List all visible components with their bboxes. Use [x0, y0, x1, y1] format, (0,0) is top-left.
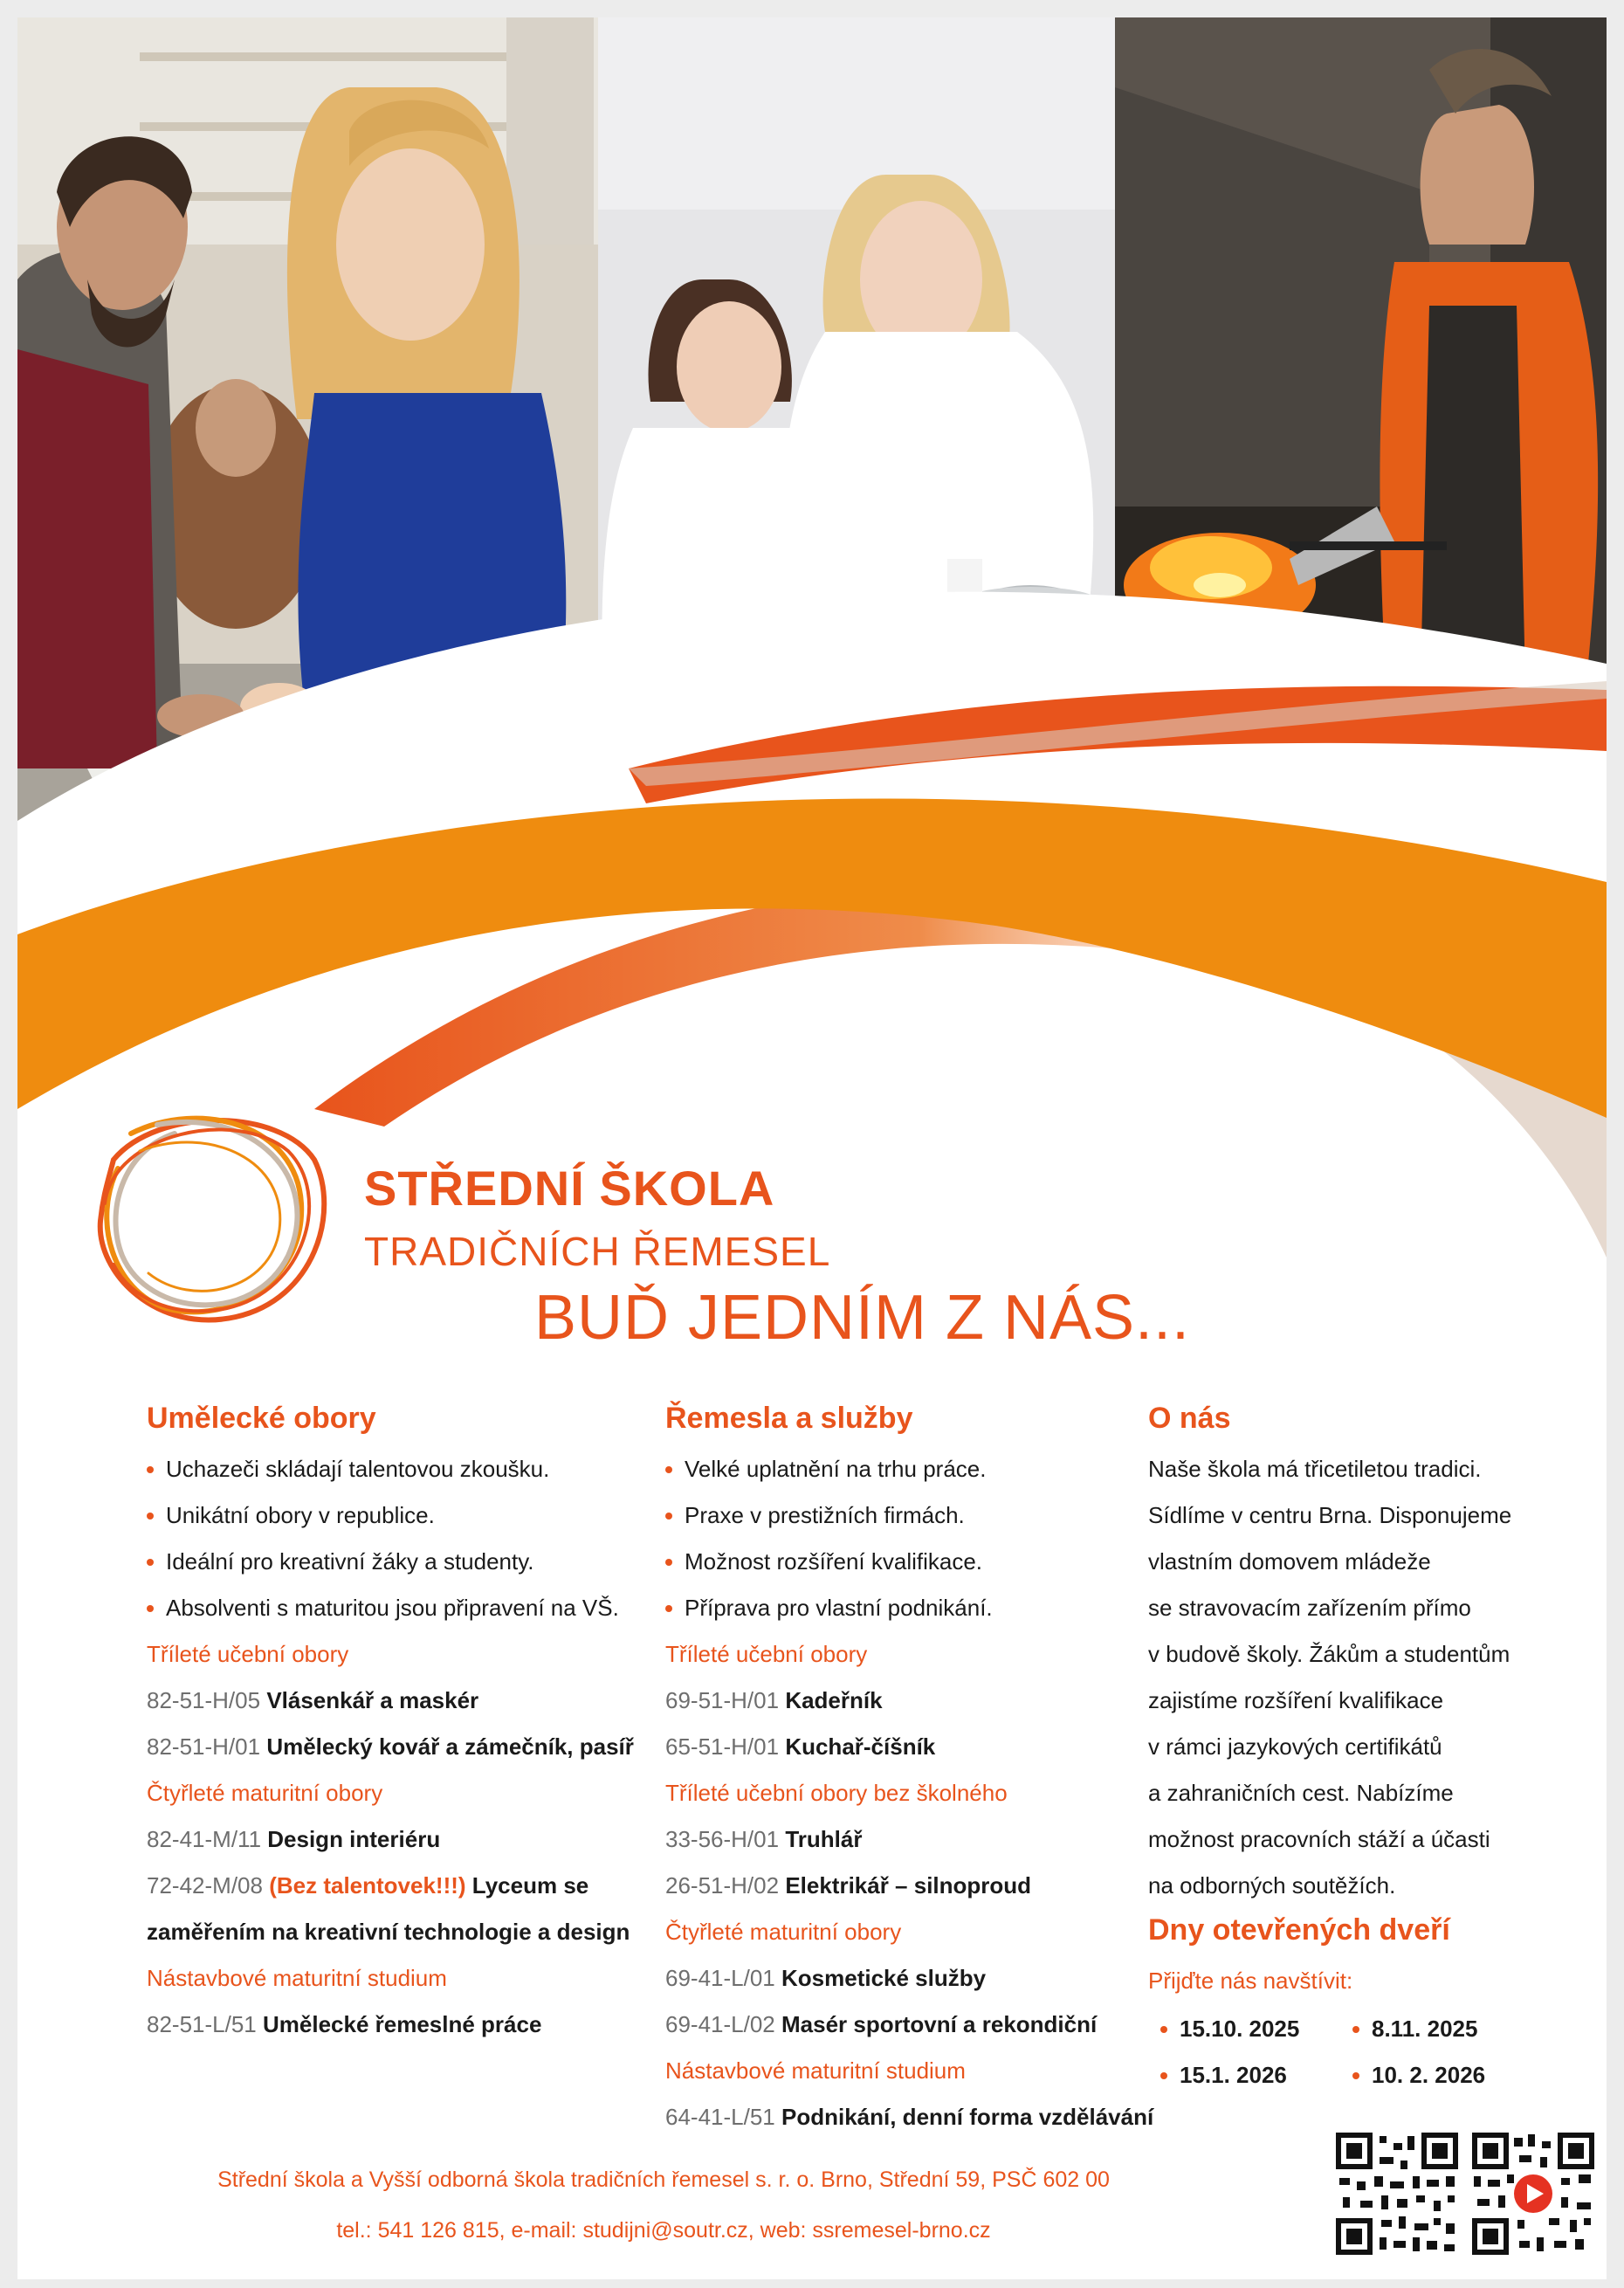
- program-row: [665, 2094, 1207, 2140]
- program-name: Podnikání, denní forma vzdělávání: [781, 2104, 1154, 2130]
- program-row: [665, 1955, 1207, 2002]
- about-line: možnost pracovních stáží a účasti: [1148, 1826, 1490, 1852]
- list-item: Praxe v prestižních firmách.: [665, 1492, 1207, 1539]
- open-days-subheading: Přijďte nás navštívit:: [1148, 1968, 1353, 1994]
- qr-code-video-icon[interactable]: [1472, 2133, 1594, 2255]
- program-name-continued: zaměřením na kreativní technologie a design: [147, 1919, 630, 1945]
- program-code: 82-51-H/05: [147, 1687, 261, 1713]
- list-item: Ideální pro kreativní žáky a studenty.: [147, 1539, 653, 1585]
- subheading: Tříleté učební obory: [147, 1641, 349, 1667]
- program-name: Kosmetické služby: [781, 1965, 987, 1991]
- open-days-heading: Dny otevřených dveří: [1148, 1913, 1450, 1947]
- column-heading: Řemesla a služby: [665, 1402, 913, 1435]
- about-line: se stravovacím zařízením přímo: [1148, 1595, 1471, 1621]
- qr-code-icon[interactable]: [1336, 2133, 1458, 2255]
- program-name: Vlásenkář a maskér: [266, 1687, 479, 1713]
- column-heading: Umělecké obory: [147, 1402, 376, 1435]
- open-day-date: 15.10. 2025: [1148, 2006, 1340, 2052]
- column-heading: O nás: [1148, 1402, 1231, 1435]
- program-name: Lyceum se: [471, 1872, 589, 1899]
- list-item: Možnost rozšíření kvalifikace.: [665, 1539, 1207, 1585]
- about-line: Sídlíme v centru Brna. Disponujeme: [1148, 1502, 1512, 1528]
- column-art-programs: [147, 1397, 653, 2048]
- list-item: Uchazeči skládají talentovou zkoušku.: [147, 1446, 653, 1492]
- program-code: 82-41-M/11: [147, 1826, 262, 1852]
- program-name: Umělecké řemeslné práce: [263, 2011, 542, 2037]
- subheading: Nástavbové maturitní studium: [665, 2057, 966, 2084]
- program-name: Design interiéru: [267, 1826, 441, 1852]
- list-item: Velké uplatnění na trhu práce.: [665, 1446, 1207, 1492]
- program-name: Masér sportovní a rekondiční: [781, 2011, 1098, 2037]
- about-line: v budově školy. Žákům a studentům: [1148, 1641, 1510, 1667]
- subheading: Nástavbové maturitní studium: [147, 1965, 447, 1991]
- program-code: 65-51-H/01: [665, 1733, 780, 1760]
- subheading: Tříleté učební obory: [665, 1641, 868, 1667]
- school-logo-icon: [79, 1099, 341, 1334]
- program-note: (Bez talentovek!!!): [269, 1872, 466, 1899]
- about-line: vlastním domovem mládeže: [1148, 1548, 1431, 1575]
- subheading: Čtyřleté maturitní obory: [665, 1919, 902, 1945]
- program-row: [665, 2002, 1207, 2048]
- program-row: [665, 1724, 1207, 1770]
- program-name: Elektrikář – silnoproud: [785, 1872, 1032, 1899]
- program-code: 26-51-H/02: [665, 1872, 780, 1899]
- program-name: Umělecký kovář a zámečník, pasíř: [266, 1733, 634, 1760]
- open-day-date: 10. 2. 2026: [1340, 2052, 1532, 2098]
- about-line: Naše škola má třicetiletou tradici.: [1148, 1456, 1482, 1482]
- program-code: 82-51-H/01: [147, 1733, 261, 1760]
- benefit-list: [147, 1446, 653, 1631]
- program-row: [147, 1816, 653, 1863]
- school-name-line2: TRADIČNÍCH ŘEMESEL: [364, 1229, 831, 1274]
- about-line: na odborných soutěžích.: [1148, 1872, 1396, 1899]
- list-item: Absolventi s maturitou jsou připravení na VŠ.: [147, 1585, 653, 1631]
- program-code: 72-42-M/08: [147, 1872, 263, 1899]
- list-item: Příprava pro vlastní podnikání.: [665, 1585, 1207, 1631]
- about-line: a zahraničních cest. Nabízíme: [1148, 1780, 1454, 1806]
- program-row: [665, 1863, 1207, 1909]
- column-crafts-services: [665, 1397, 1207, 2140]
- column-about-us: [1148, 1397, 1559, 2098]
- about-line: v rámci jazykových certifikátů: [1148, 1733, 1442, 1760]
- program-code: 64-41-L/51: [665, 2104, 775, 2130]
- subheading: Tříleté učební obory bez školného: [665, 1780, 1008, 1806]
- program-name: Kuchař-číšník: [785, 1733, 936, 1760]
- program-code: 33-56-H/01: [665, 1826, 780, 1852]
- program-name: Truhlář: [785, 1826, 863, 1852]
- poster: [17, 17, 1607, 2279]
- program-row: [147, 2002, 653, 2048]
- program-code: 69-51-H/01: [665, 1687, 780, 1713]
- open-day-date: 15.1. 2026: [1148, 2052, 1340, 2098]
- school-name-line1: STŘEDNÍ ŠKOLA: [364, 1161, 775, 1216]
- program-code: 82-51-L/51: [147, 2011, 257, 2037]
- program-row: [665, 1816, 1207, 1863]
- program-row: [665, 1678, 1207, 1724]
- program-row: [147, 1678, 653, 1724]
- list-item: Unikátní obory v republice.: [147, 1492, 653, 1539]
- subheading: Čtyřleté maturitní obory: [147, 1780, 383, 1806]
- program-name: Kadeřník: [785, 1687, 883, 1713]
- open-day-date: 8.11. 2025: [1340, 2006, 1532, 2052]
- open-days-dates: [1148, 2006, 1559, 2098]
- footer-address: Střední škola a Vyšší odborná škola tradičních řemesel s. r. o. Brno, Střední 59, PSČ 602 00: [217, 2167, 1110, 2192]
- about-line: zajistíme rozšíření kvalifikace: [1148, 1687, 1444, 1713]
- footer-contacts: tel.: 541 126 815, e-mail: studijni@soutr.cz, web: ssremesel-brno.cz: [336, 2218, 991, 2243]
- program-code: 69-41-L/01: [665, 1965, 775, 1991]
- program-row: [147, 1863, 653, 1909]
- about-text: [1148, 1446, 1559, 1909]
- program-row: [147, 1724, 653, 1770]
- slogan: BUĎ JEDNÍM Z NÁS...: [534, 1283, 1191, 1353]
- program-code: 69-41-L/02: [665, 2011, 775, 2037]
- benefit-list: [665, 1446, 1207, 1631]
